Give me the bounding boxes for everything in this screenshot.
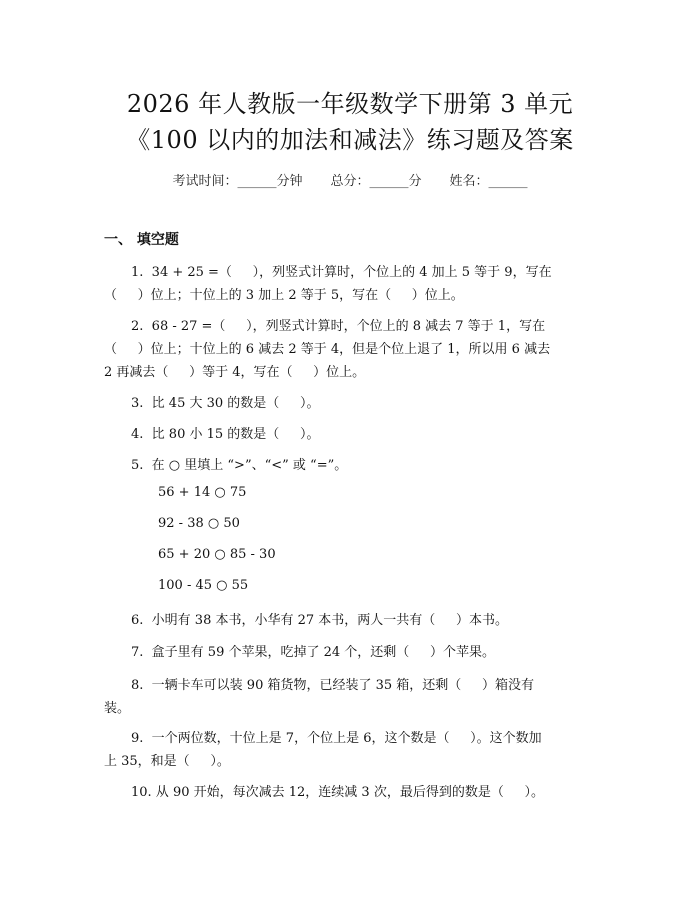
name-label: 姓名：______ xyxy=(449,174,528,189)
question-9-line-1: 9. 一个两位数，十位上是 7，个位上是 6，这个数是（ ）。这个数加 xyxy=(131,731,542,746)
document-title-line-2: 《100 以内的加法和减法》练习题及答案 xyxy=(126,126,574,154)
question-1-line-1: 1. 34 + 25 =（ ），列竖式计算时，个位上的 4 加上 5 等于 9，写在 xyxy=(131,265,552,280)
question-7: 7. 盒子里有 59 个苹果，吃掉了 24 个，还剩（ ）个苹果。 xyxy=(131,645,495,660)
comparison-item-3: 65 + 20 ○ 85 - 30 xyxy=(158,547,276,562)
comparison-item-1: 56 + 14 ○ 75 xyxy=(158,485,247,500)
document-title-line-1: 2026 年人教版一年级数学下册第 3 单元 xyxy=(126,90,574,118)
question-4: 4. 比 80 小 15 的数是（ ）。 xyxy=(131,427,320,442)
question-1-line-2: （ ）位上；十位上的 3 加上 2 等于 5，写在（ ）位上。 xyxy=(104,288,464,303)
question-5: 5. 在 ○ 里填上 “>”、“<” 或 “=”。 xyxy=(131,458,348,473)
total-score-label: 总分：______分 xyxy=(330,174,422,189)
question-9-line-2: 上 35，和是（ ）。 xyxy=(104,754,230,769)
question-10: 10. 从 90 开始，每次减去 12，连续减 3 次，最后得到的数是（ ）。 xyxy=(131,785,544,800)
comparison-item-4: 100 - 45 ○ 55 xyxy=(158,578,249,593)
question-8-line-1: 8. 一辆卡车可以装 90 箱货物，已经装了 35 箱，还剩（ ）箱没有 xyxy=(131,678,534,693)
question-3: 3. 比 45 大 30 的数是（ ）。 xyxy=(131,396,320,411)
exam-time-label: 考试时间：______分钟 xyxy=(172,174,303,189)
question-8-line-2: 装。 xyxy=(104,701,131,716)
question-2-line-1: 2. 68 - 27 =（ ），列竖式计算时，个位上的 8 减去 7 等于 1，写在 xyxy=(131,319,546,334)
exam-info xyxy=(0,170,700,189)
question-2-line-3: 2 再减去（ ）等于 4，写在（ ）位上。 xyxy=(104,365,366,380)
question-2-line-2: （ ）位上；十位上的 6 减去 2 等于 4，但是个位上退了 1，所以用 6 减去 xyxy=(104,342,551,357)
comparison-item-2: 92 - 38 ○ 50 xyxy=(158,516,240,531)
question-6: 6. 小明有 38 本书，小华有 27 本书，两人一共有（ ）本书。 xyxy=(131,613,508,628)
section-title: 一、 填空题 xyxy=(104,232,179,248)
